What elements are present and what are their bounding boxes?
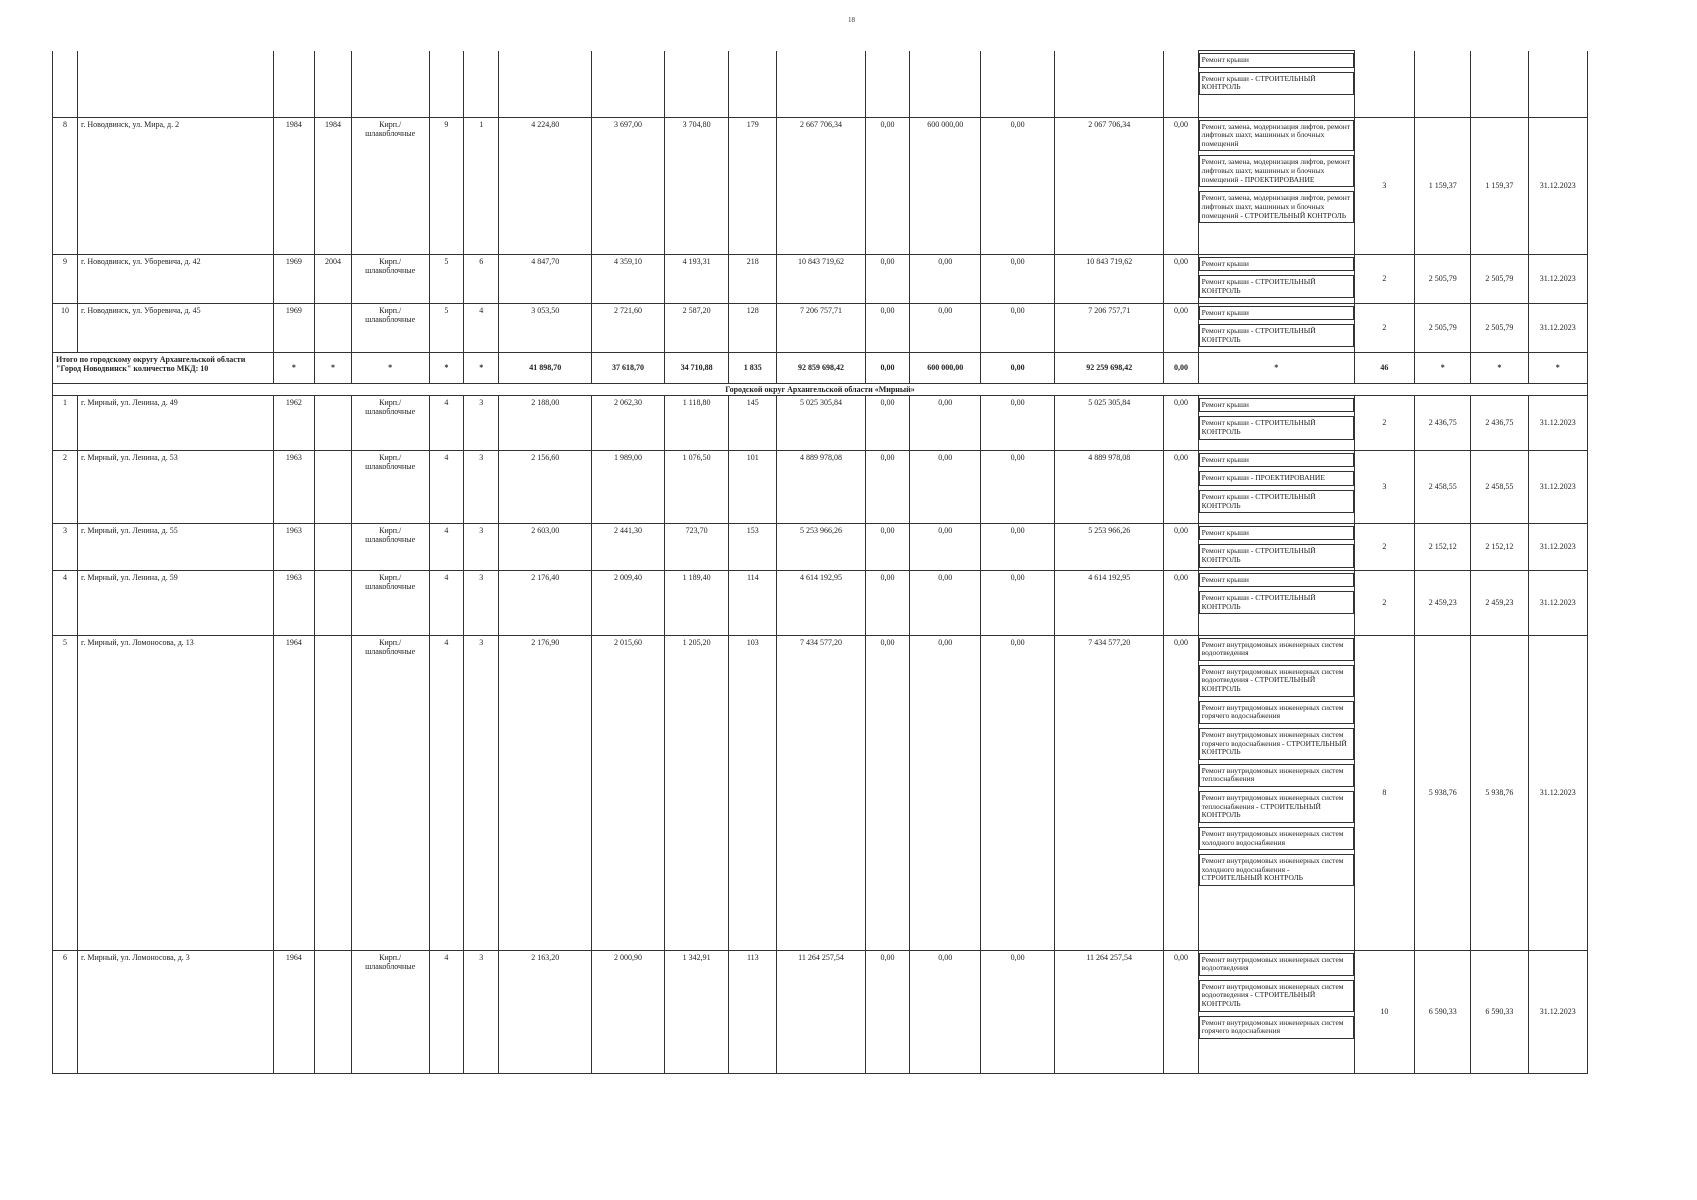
year-renovation xyxy=(315,570,351,635)
cost-other: 0,00 xyxy=(1164,395,1198,450)
address: г. Мирный, ул. Ленина, д. 53 xyxy=(77,450,273,523)
deadline: 31.12.2023 xyxy=(1528,395,1587,450)
work-count: 2 xyxy=(1354,523,1414,570)
address: г. Мирный, ул. Ленина, д. 55 xyxy=(77,523,273,570)
total-star: * xyxy=(464,352,499,383)
total-star: * xyxy=(273,352,315,383)
area-total: 2 603,00 xyxy=(499,523,592,570)
work-item: Ремонт крыши - СТРОИТЕЛЬНЫЙ КОНТРОЛЬ xyxy=(1199,416,1354,439)
work-count: 10 xyxy=(1354,950,1414,1073)
total-cost: 92 859 698,42 xyxy=(777,352,865,383)
address: г. Новодвинск, ул. Уборевича, д. 42 xyxy=(77,254,273,303)
floors: 4 xyxy=(429,950,463,1073)
area-total: 2 163,20 xyxy=(499,950,592,1073)
entrances: 3 xyxy=(464,635,499,950)
work-item: Ремонт внутридомовых инженерных систем водоотведения - СТРОИТЕЛЬНЫЙ КОНТРОЛЬ xyxy=(1199,665,1354,697)
year-renovation: 2004 xyxy=(315,254,351,303)
area-total: 4 847,70 xyxy=(499,254,592,303)
work-count: 2 xyxy=(1354,570,1414,635)
total-cost-other: 0,00 xyxy=(1164,352,1198,383)
cost-fund: 0,00 xyxy=(865,254,910,303)
work-item: Ремонт крыши - СТРОИТЕЛЬНЫЙ КОНТРОЛЬ xyxy=(1199,275,1354,298)
area-residential: 4 193,31 xyxy=(664,254,729,303)
empty-cell xyxy=(464,51,499,118)
cost-per-sqm: 2 459,23 xyxy=(1415,570,1471,635)
work-item: Ремонт крыши - СТРОИТЕЛЬНЫЙ КОНТРОЛЬ xyxy=(1199,544,1354,567)
floors: 5 xyxy=(429,303,463,352)
residents: 128 xyxy=(729,303,777,352)
area-premises: 2 441,30 xyxy=(592,523,665,570)
total-label: Итого по городскому округу Архангельской области "Город Новодвинск" количество МКД: 10 xyxy=(53,352,274,383)
entrances: 3 xyxy=(464,450,499,523)
empty-cell xyxy=(1528,51,1587,118)
work-item: Ремонт, замена, модернизация лифтов, ремонт лифтовых шахт, машинных и блочных помещений - СТРОИТЕЛЬНЫЙ КОНТРОЛЬ xyxy=(1199,191,1354,223)
total-star: * xyxy=(315,352,351,383)
work-item: Ремонт внутридомовых инженерных систем теплоснабжения - СТРОИТЕЛЬНЫЙ КОНТРОЛЬ xyxy=(1199,791,1354,823)
entrances: 3 xyxy=(464,523,499,570)
area-premises: 2 009,40 xyxy=(592,570,665,635)
work-item: Ремонт крыши xyxy=(1199,573,1354,588)
address: г. Новодвинск, ул. Уборевича, д. 45 xyxy=(77,303,273,352)
total-star: * xyxy=(351,352,429,383)
area-total: 4 224,80 xyxy=(499,117,592,254)
empty-cell xyxy=(351,51,429,118)
area-residential: 1 118,80 xyxy=(664,395,729,450)
year-built: 1964 xyxy=(273,950,315,1073)
area-residential: 1 205,20 xyxy=(664,635,729,950)
works-cell xyxy=(1198,117,1354,254)
residents: 153 xyxy=(729,523,777,570)
year-built: 1963 xyxy=(273,450,315,523)
entrances: 3 xyxy=(464,950,499,1073)
wall-material: Кирп./ шлакоблочные xyxy=(351,950,429,1073)
cost-total: 11 264 257,54 xyxy=(777,950,865,1073)
cost-fund: 0,00 xyxy=(865,395,910,450)
deadline: 31.12.2023 xyxy=(1528,254,1587,303)
year-built: 1984 xyxy=(273,117,315,254)
area-residential: 1 076,50 xyxy=(664,450,729,523)
table-row xyxy=(53,523,1588,570)
area-residential: 1 189,40 xyxy=(664,570,729,635)
area-residential: 1 342,91 xyxy=(664,950,729,1073)
table-row xyxy=(53,950,1588,1073)
work-item: Ремонт внутридомовых инженерных систем горячего водоснабжения - СТРОИТЕЛЬНЫЙ КОНТРОЛЬ xyxy=(1199,728,1354,760)
cost-other: 0,00 xyxy=(1164,950,1198,1073)
work-item: Ремонт крыши - ПРОЕКТИРОВАНИЕ xyxy=(1199,471,1354,486)
deadline: 31.12.2023 xyxy=(1528,523,1587,570)
empty-cell xyxy=(865,51,910,118)
address: г. Мирный, ул. Ленина, д. 59 xyxy=(77,570,273,635)
empty-cell xyxy=(1354,51,1414,118)
total-area: 41 898,70 xyxy=(499,352,592,383)
data-table xyxy=(52,50,1588,1074)
cost-per-sqm-max: 2 505,79 xyxy=(1471,254,1528,303)
cost-local: 0,00 xyxy=(981,254,1055,303)
cost-total: 2 667 706,34 xyxy=(777,117,865,254)
deadline: 31.12.2023 xyxy=(1528,570,1587,635)
cost-per-sqm-max: 2 505,79 xyxy=(1471,303,1528,352)
residents: 113 xyxy=(729,950,777,1073)
wall-material: Кирп./ шлакоблочные xyxy=(351,254,429,303)
year-built: 1969 xyxy=(273,303,315,352)
cost-per-sqm-max: 2 436,75 xyxy=(1471,395,1528,450)
work-count: 3 xyxy=(1354,450,1414,523)
entrances: 1 xyxy=(464,117,499,254)
cost-per-sqm-max: 1 159,37 xyxy=(1471,117,1528,254)
cost-owners: 10 843 719,62 xyxy=(1055,254,1164,303)
residents: 114 xyxy=(729,570,777,635)
work-item: Ремонт крыши xyxy=(1199,526,1354,541)
work-item: Ремонт крыши xyxy=(1199,398,1354,413)
address: г. Мирный, ул. Ломоносова, д. 13 xyxy=(77,635,273,950)
wall-material: Кирп./ шлакоблочные xyxy=(351,117,429,254)
row-number: 8 xyxy=(53,117,78,254)
cost-total: 4 614 192,95 xyxy=(777,570,865,635)
empty-cell xyxy=(1055,51,1164,118)
cost-owners: 4 614 192,95 xyxy=(1055,570,1164,635)
residents: 103 xyxy=(729,635,777,950)
empty-cell xyxy=(77,51,273,118)
area-premises: 4 359,10 xyxy=(592,254,665,303)
work-item: Ремонт крыши - СТРОИТЕЛЬНЫЙ КОНТРОЛЬ xyxy=(1199,591,1354,614)
work-item: Ремонт внутридомовых инженерных систем теплоснабжения xyxy=(1199,764,1354,787)
work-item: Ремонт внутридомовых инженерных систем холодного водоснабжения xyxy=(1199,827,1354,850)
year-built: 1963 xyxy=(273,570,315,635)
cost-owners: 11 264 257,54 xyxy=(1055,950,1164,1073)
cost-local: 0,00 xyxy=(981,635,1055,950)
floors: 4 xyxy=(429,635,463,950)
empty-cell xyxy=(1415,51,1471,118)
area-residential: 3 704,80 xyxy=(664,117,729,254)
deadline: 31.12.2023 xyxy=(1528,635,1587,950)
year-built: 1964 xyxy=(273,635,315,950)
year-renovation: 1984 xyxy=(315,117,351,254)
cost-per-sqm: 2 436,75 xyxy=(1415,395,1471,450)
table-row xyxy=(53,395,1588,450)
work-item: Ремонт крыши - СТРОИТЕЛЬНЫЙ КОНТРОЛЬ xyxy=(1199,72,1354,95)
total-star: * xyxy=(429,352,463,383)
cost-owners: 7 206 757,71 xyxy=(1055,303,1164,352)
cost-other: 0,00 xyxy=(1164,117,1198,254)
entrances: 6 xyxy=(464,254,499,303)
work-item: Ремонт внутридомовых инженерных систем водоотведения - СТРОИТЕЛЬНЫЙ КОНТРОЛЬ xyxy=(1199,980,1354,1012)
cost-other: 0,00 xyxy=(1164,450,1198,523)
work-item: Ремонт, замена, модернизация лифтов, ремонт лифтовых шахт, машинных и блочных помещений - ПРОЕКТИРОВАНИЕ xyxy=(1199,155,1354,187)
total-work-count: 46 xyxy=(1354,352,1414,383)
total-area-residential: 34 710,88 xyxy=(664,352,729,383)
total-star: * xyxy=(1415,352,1471,383)
cost-local: 0,00 xyxy=(981,523,1055,570)
cost-owners: 5 253 966,26 xyxy=(1055,523,1164,570)
table-row xyxy=(53,450,1588,523)
cost-per-sqm: 2 505,79 xyxy=(1415,254,1471,303)
wall-material: Кирп./ шлакоблочные xyxy=(351,635,429,950)
area-premises: 2 721,60 xyxy=(592,303,665,352)
total-cost-fund: 0,00 xyxy=(865,352,910,383)
floors: 4 xyxy=(429,570,463,635)
cost-region: 0,00 xyxy=(910,303,981,352)
year-renovation xyxy=(315,635,351,950)
cost-fund: 0,00 xyxy=(865,117,910,254)
area-total: 2 156,60 xyxy=(499,450,592,523)
wall-material: Кирп./ шлакоблочные xyxy=(351,303,429,352)
work-item: Ремонт крыши xyxy=(1199,257,1354,272)
table-row xyxy=(53,117,1588,254)
cost-owners: 5 025 305,84 xyxy=(1055,395,1164,450)
empty-cell xyxy=(53,51,78,118)
total-star: * xyxy=(1528,352,1587,383)
cost-local: 0,00 xyxy=(981,303,1055,352)
capital-repair-table xyxy=(52,50,1588,1074)
works-list xyxy=(1199,118,1354,254)
cost-region: 0,00 xyxy=(910,254,981,303)
works-cell xyxy=(1198,570,1354,635)
work-count: 3 xyxy=(1354,117,1414,254)
entrances: 4 xyxy=(464,303,499,352)
year-renovation xyxy=(315,950,351,1073)
work-count: 2 xyxy=(1354,303,1414,352)
cost-region: 0,00 xyxy=(910,635,981,950)
area-premises: 1 989,00 xyxy=(592,450,665,523)
cost-per-sqm: 2 505,79 xyxy=(1415,303,1471,352)
cost-other: 0,00 xyxy=(1164,570,1198,635)
cost-other: 0,00 xyxy=(1164,635,1198,950)
entrances: 3 xyxy=(464,395,499,450)
work-item: Ремонт внутридомовых инженерных систем водоотведения xyxy=(1199,953,1354,976)
deadline: 31.12.2023 xyxy=(1528,117,1587,254)
cost-region: 600 000,00 xyxy=(910,117,981,254)
row-number: 10 xyxy=(53,303,78,352)
total-area-premises: 37 618,70 xyxy=(592,352,665,383)
cost-region: 0,00 xyxy=(910,570,981,635)
works-cell xyxy=(1198,450,1354,523)
works-cell xyxy=(1198,635,1354,950)
cost-per-sqm: 2 458,55 xyxy=(1415,450,1471,523)
work-item: Ремонт крыши xyxy=(1199,53,1354,68)
area-total: 2 176,90 xyxy=(499,635,592,950)
empty-cell xyxy=(1471,51,1528,118)
empty-cell xyxy=(777,51,865,118)
work-item: Ремонт крыши xyxy=(1199,453,1354,468)
year-built: 1962 xyxy=(273,395,315,450)
entrances: 3 xyxy=(464,570,499,635)
cost-per-sqm: 1 159,37 xyxy=(1415,117,1471,254)
section-header: Городской округ Архангельской области «Мирный» xyxy=(53,383,1588,395)
cost-fund: 0,00 xyxy=(865,570,910,635)
empty-cell xyxy=(499,51,592,118)
cost-region: 0,00 xyxy=(910,395,981,450)
cost-region: 0,00 xyxy=(910,950,981,1073)
year-renovation xyxy=(315,303,351,352)
table-row xyxy=(53,635,1588,950)
cost-local: 0,00 xyxy=(981,570,1055,635)
cost-per-sqm-max: 6 590,33 xyxy=(1471,950,1528,1073)
cost-per-sqm: 6 590,33 xyxy=(1415,950,1471,1073)
cost-fund: 0,00 xyxy=(865,950,910,1073)
floors: 9 xyxy=(429,117,463,254)
page-number: 18 xyxy=(848,16,855,24)
area-premises: 2 062,30 xyxy=(592,395,665,450)
works-cell xyxy=(1198,303,1354,352)
works-list xyxy=(1199,571,1354,635)
work-item: Ремонт внутридомовых инженерных систем горячего водоснабжения xyxy=(1199,1016,1354,1039)
works-list xyxy=(1199,524,1354,570)
total-cost-local: 0,00 xyxy=(981,352,1055,383)
works-cell xyxy=(1198,523,1354,570)
cost-owners: 7 434 577,20 xyxy=(1055,635,1164,950)
works-list xyxy=(1199,51,1354,117)
cost-local: 0,00 xyxy=(981,395,1055,450)
wall-material: Кирп./ шлакоблочные xyxy=(351,450,429,523)
works-cell xyxy=(1198,51,1354,118)
row-number: 2 xyxy=(53,450,78,523)
residents: 101 xyxy=(729,450,777,523)
total-cost-owners: 92 259 698,42 xyxy=(1055,352,1164,383)
area-total: 3 053,50 xyxy=(499,303,592,352)
work-item: Ремонт внутридомовых инженерных систем водоотведения xyxy=(1199,638,1354,661)
cost-per-sqm-max: 2 458,55 xyxy=(1471,450,1528,523)
cost-other: 0,00 xyxy=(1164,303,1198,352)
work-item: Ремонт, замена, модернизация лифтов, ремонт лифтовых шахт, машинных и блочных помещений xyxy=(1199,120,1354,152)
cost-per-sqm-max: 2 152,12 xyxy=(1471,523,1528,570)
cost-total: 5 253 966,26 xyxy=(777,523,865,570)
empty-cell xyxy=(981,51,1055,118)
address: г. Мирный, ул. Ломоносова, д. 3 xyxy=(77,950,273,1073)
empty-cell xyxy=(910,51,981,118)
cost-local: 0,00 xyxy=(981,117,1055,254)
cost-local: 0,00 xyxy=(981,950,1055,1073)
work-count: 2 xyxy=(1354,395,1414,450)
cost-total: 7 434 577,20 xyxy=(777,635,865,950)
row-number: 4 xyxy=(53,570,78,635)
year-renovation xyxy=(315,523,351,570)
year-renovation xyxy=(315,450,351,523)
empty-cell xyxy=(315,51,351,118)
total-residents: 1 835 xyxy=(729,352,777,383)
work-item: Ремонт крыши - СТРОИТЕЛЬНЫЙ КОНТРОЛЬ xyxy=(1199,324,1354,347)
total-row xyxy=(53,352,1588,383)
works-list xyxy=(1199,304,1354,352)
row-number: 9 xyxy=(53,254,78,303)
floors: 5 xyxy=(429,254,463,303)
cost-fund: 0,00 xyxy=(865,450,910,523)
works-cell xyxy=(1198,254,1354,303)
cost-total: 5 025 305,84 xyxy=(777,395,865,450)
cost-owners: 4 889 978,08 xyxy=(1055,450,1164,523)
area-residential: 2 587,20 xyxy=(664,303,729,352)
empty-cell xyxy=(273,51,315,118)
work-item: Ремонт крыши - СТРОИТЕЛЬНЫЙ КОНТРОЛЬ xyxy=(1199,490,1354,513)
section-header-row xyxy=(53,383,1588,395)
wall-material: Кирп./ шлакоблочные xyxy=(351,570,429,635)
cost-fund: 0,00 xyxy=(865,303,910,352)
table-row xyxy=(53,303,1588,352)
year-built: 1969 xyxy=(273,254,315,303)
year-renovation xyxy=(315,395,351,450)
works-list xyxy=(1199,396,1354,450)
area-total: 2 188,00 xyxy=(499,395,592,450)
deadline: 31.12.2023 xyxy=(1528,303,1587,352)
area-premises: 3 697,00 xyxy=(592,117,665,254)
deadline: 31.12.2023 xyxy=(1528,450,1587,523)
empty-cell xyxy=(664,51,729,118)
row-number: 3 xyxy=(53,523,78,570)
cost-per-sqm: 2 152,12 xyxy=(1415,523,1471,570)
row-number: 5 xyxy=(53,635,78,950)
cost-per-sqm-max: 5 938,76 xyxy=(1471,635,1528,950)
cost-fund: 0,00 xyxy=(865,635,910,950)
table-row xyxy=(53,51,1588,118)
cost-per-sqm: 5 938,76 xyxy=(1415,635,1471,950)
cost-total: 7 206 757,71 xyxy=(777,303,865,352)
empty-cell xyxy=(729,51,777,118)
work-item: Ремонт крыши xyxy=(1199,306,1354,321)
residents: 218 xyxy=(729,254,777,303)
table-row xyxy=(53,254,1588,303)
row-number: 6 xyxy=(53,950,78,1073)
works-cell xyxy=(1198,950,1354,1073)
cost-other: 0,00 xyxy=(1164,254,1198,303)
cost-other: 0,00 xyxy=(1164,523,1198,570)
works-list xyxy=(1199,451,1354,523)
cost-region: 0,00 xyxy=(910,523,981,570)
address: г. Мирный, ул. Ленина, д. 49 xyxy=(77,395,273,450)
cost-region: 0,00 xyxy=(910,450,981,523)
table-row xyxy=(53,570,1588,635)
works-cell xyxy=(1198,395,1354,450)
empty-cell xyxy=(592,51,665,118)
cost-total: 4 889 978,08 xyxy=(777,450,865,523)
total-cost-region: 600 000,00 xyxy=(910,352,981,383)
area-residential: 723,70 xyxy=(664,523,729,570)
cost-per-sqm-max: 2 459,23 xyxy=(1471,570,1528,635)
wall-material: Кирп./ шлакоблочные xyxy=(351,395,429,450)
total-works-star: * xyxy=(1198,352,1354,383)
total-star: * xyxy=(1471,352,1528,383)
cost-fund: 0,00 xyxy=(865,523,910,570)
work-count: 2 xyxy=(1354,254,1414,303)
residents: 179 xyxy=(729,117,777,254)
floors: 4 xyxy=(429,395,463,450)
cost-owners: 2 067 706,34 xyxy=(1055,117,1164,254)
row-number: 1 xyxy=(53,395,78,450)
area-premises: 2 000,90 xyxy=(592,950,665,1073)
cost-total: 10 843 719,62 xyxy=(777,254,865,303)
empty-cell xyxy=(1164,51,1198,118)
floors: 4 xyxy=(429,523,463,570)
year-built: 1963 xyxy=(273,523,315,570)
area-total: 2 176,40 xyxy=(499,570,592,635)
works-list xyxy=(1199,255,1354,303)
cost-local: 0,00 xyxy=(981,450,1055,523)
empty-cell xyxy=(429,51,463,118)
area-premises: 2 015,60 xyxy=(592,635,665,950)
work-count: 8 xyxy=(1354,635,1414,950)
work-item: Ремонт внутридомовых инженерных систем горячего водоснабжения xyxy=(1199,701,1354,724)
floors: 4 xyxy=(429,450,463,523)
deadline: 31.12.2023 xyxy=(1528,950,1587,1073)
works-list xyxy=(1199,636,1354,950)
residents: 145 xyxy=(729,395,777,450)
works-list xyxy=(1199,951,1354,1073)
wall-material: Кирп./ шлакоблочные xyxy=(351,523,429,570)
address: г. Новодвинск, ул. Мира, д. 2 xyxy=(77,117,273,254)
work-item: Ремонт внутридомовых инженерных систем холодного водоснабжения - СТРОИТЕЛЬНЫЙ КОНТРОЛЬ xyxy=(1199,854,1354,886)
